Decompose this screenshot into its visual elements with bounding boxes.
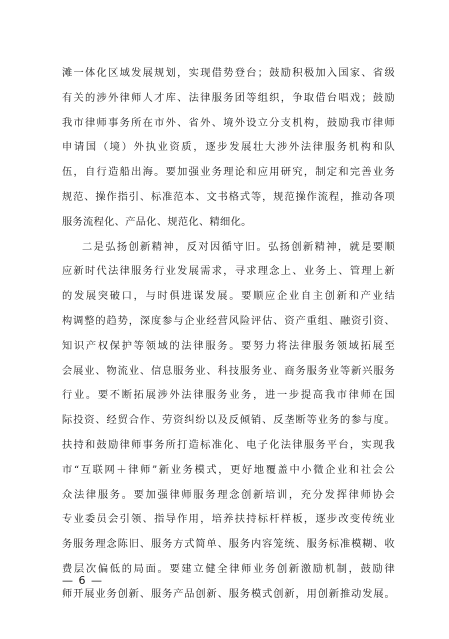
text-line: 知识产权保护等领域的法律服务。要努力将法律服务领域拓展至 [62, 340, 395, 352]
text-line: 务服务理念陈旧、服务方式简单、服务内容笼统、服务标准模糊、收 [62, 539, 395, 551]
paragraph-first-line: 二是弘扬创新精神，反对因循守旧。弘扬创新精神，就是要顺 [82, 241, 395, 253]
text-line: 市“互联网＋律师”新业务模式，更好地覆盖中小微企业和社会公 [62, 464, 395, 476]
text-line: 规范、操作指引、标准范本、文书格式等，规范操作流程，推动各项 [62, 191, 395, 203]
text-line: 行业。要不断拓展涉外法律服务业务，进一步提高我市律师在国 [62, 390, 395, 402]
body-text [62, 62, 395, 608]
text-line: 的发展突破口，与时俱进谋发展。要顺应企业自主创新和产业结 [62, 291, 395, 303]
text-line: 有关的涉外律师人才库、法律服务团等组织，争取借台唱戏；鼓励 [62, 92, 395, 104]
text-line: 应新时代法律服务行业发展需求，寻求理念上、业务上、管理上新 [62, 266, 395, 278]
text-line: 师开展业务创新、服务产品创新、服务模式创新，用创新推动发展。 [62, 588, 395, 600]
text-line: 滩一体化区域发展规划，实现借势登台；鼓励积极加入国家、省级 [62, 68, 395, 79]
text-line: 构调整的趋势，深度参与企业经营风险评估、资产重组、融资引资、 [62, 315, 395, 327]
text-line: 扶持和鼓励律师事务所打造标准化、电子化法律服务平台，实现我 [62, 439, 395, 451]
text-line: 申请国（境）外执业资质，逐步发展壮大涉外法律服务机构和队 [62, 142, 395, 154]
text-line: 费层次偏低的局面。要建立健全律师业务创新激励机制，鼓励律 [62, 563, 395, 575]
text-line: 伍，自行造船出海。要加强业务理论和应用研究，制定和完善业务 [62, 167, 395, 179]
text-line: 服务流程化、产品化、规范化、精细化。 [62, 216, 252, 228]
text-line: 会展业、物流业、信息服务业、科技服务业、商务服务业等新兴服务 [62, 365, 395, 377]
text-line: 众法律服务。要加强律师服务理念创新培训，充分发挥律师协会 [62, 489, 395, 501]
text-line: 我市律师事务所在市外、省外、境外设立分支机构，鼓励我市律师 [62, 117, 395, 129]
page-number: — 6 — [62, 574, 103, 587]
text-line: 专业委员会引领、指导作用，培养扶持标杆样板，逐步改变传统业 [62, 514, 395, 526]
text-line: 际投资、经贸合作、劳资纠纷以及反倾销、反垄断等业务的参与度。 [62, 415, 395, 427]
